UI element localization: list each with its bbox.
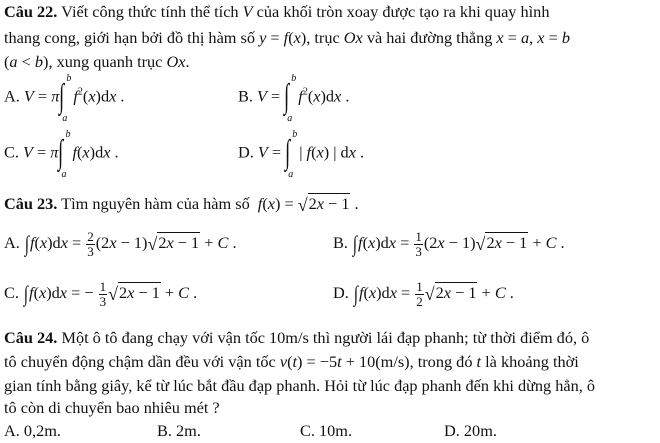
q22-option-d[interactable]: D. V = ∫ b a | f(x) | dx . [238,129,365,180]
q22-text1: Viết công thức tính thể tích V của khối tròn xoay được tạo ra khi quay hình [61,2,550,21]
q24-line3: gian tính bằng giây, kể từ lúc bắt đầu đạp phanh. Hỏi từ lúc đạp phanh đến khi dừng hẳn, ô [4,376,596,395]
q24-option-a[interactable]: A. 0,2m. [4,421,61,440]
q23-option-a[interactable]: A. ∫f(x)dx = $\frac{2}{3}$ (2x − 1)√2x − 1 + C . [4,229,237,259]
q22-line1 [4,2,549,22]
q24-option-c[interactable]: C. 10m. [300,421,353,440]
q24-option-d[interactable]: D. 20m. [444,421,497,440]
integral-icon: ∫ b a [284,73,297,124]
q22-option-a[interactable]: A. V = π ∫ b a $f^2(x)dx$ . [4,73,125,124]
integral-icon: ∫ b a [59,73,72,124]
q23-option-b[interactable]: B. ∫f(x)dx = $\frac{1}{3}$ (2x − 1)√2x − 1 + C . [333,229,565,259]
q22-option-c[interactable]: C. V = π ∫ b a f(x)dx . [4,129,119,180]
sqrt-symbol: √2x − 1 [297,194,350,215]
q22-line3: (a < b), xung quanh trục Ox. [4,52,190,71]
integral-icon: ∫ b a [285,129,298,180]
q24-line4: tô còn di chuyển bao nhiêu mét ? [4,398,220,417]
q24-label: Câu 24. [4,328,58,347]
q24-option-b[interactable]: B. 2m. [157,421,201,440]
q22-label: Câu 22. [4,2,58,21]
q24-line2: tô chuyển động chậm dần đều với vận tốc v(t) = −5t + 10(m/s), trong đó t là khoảng thời [4,352,579,371]
q23-option-c[interactable]: C. ∫f(x)dx = − $\frac{1}{3}$ √2x − 1 + C . [4,279,198,309]
integral-icon: ∫ b a [58,129,71,180]
q22-option-b[interactable]: B. V = ∫ b a $f^2(x)dx$ . [238,73,350,124]
q23-option-d[interactable]: D. ∫f(x)dx = $\frac{1}{2}$ √2x − 1 + C . [333,279,514,309]
q23-line1: Câu 23. Tìm nguyên hàm của hàm số f(x) = √2x − 1 . [4,194,359,215]
q24-line1: Câu 24. Một ô tô đang chạy với vận tốc 10m/s thì người lái đạp phanh; từ thời điểm đó, ô [4,328,590,347]
q22-line2: thang cong, giới hạn bởi đồ thị hàm số y = f(x), trục Ox và hai đường thẳng x = a, x = b [4,28,570,47]
q23-label: Câu 23. [4,194,58,213]
